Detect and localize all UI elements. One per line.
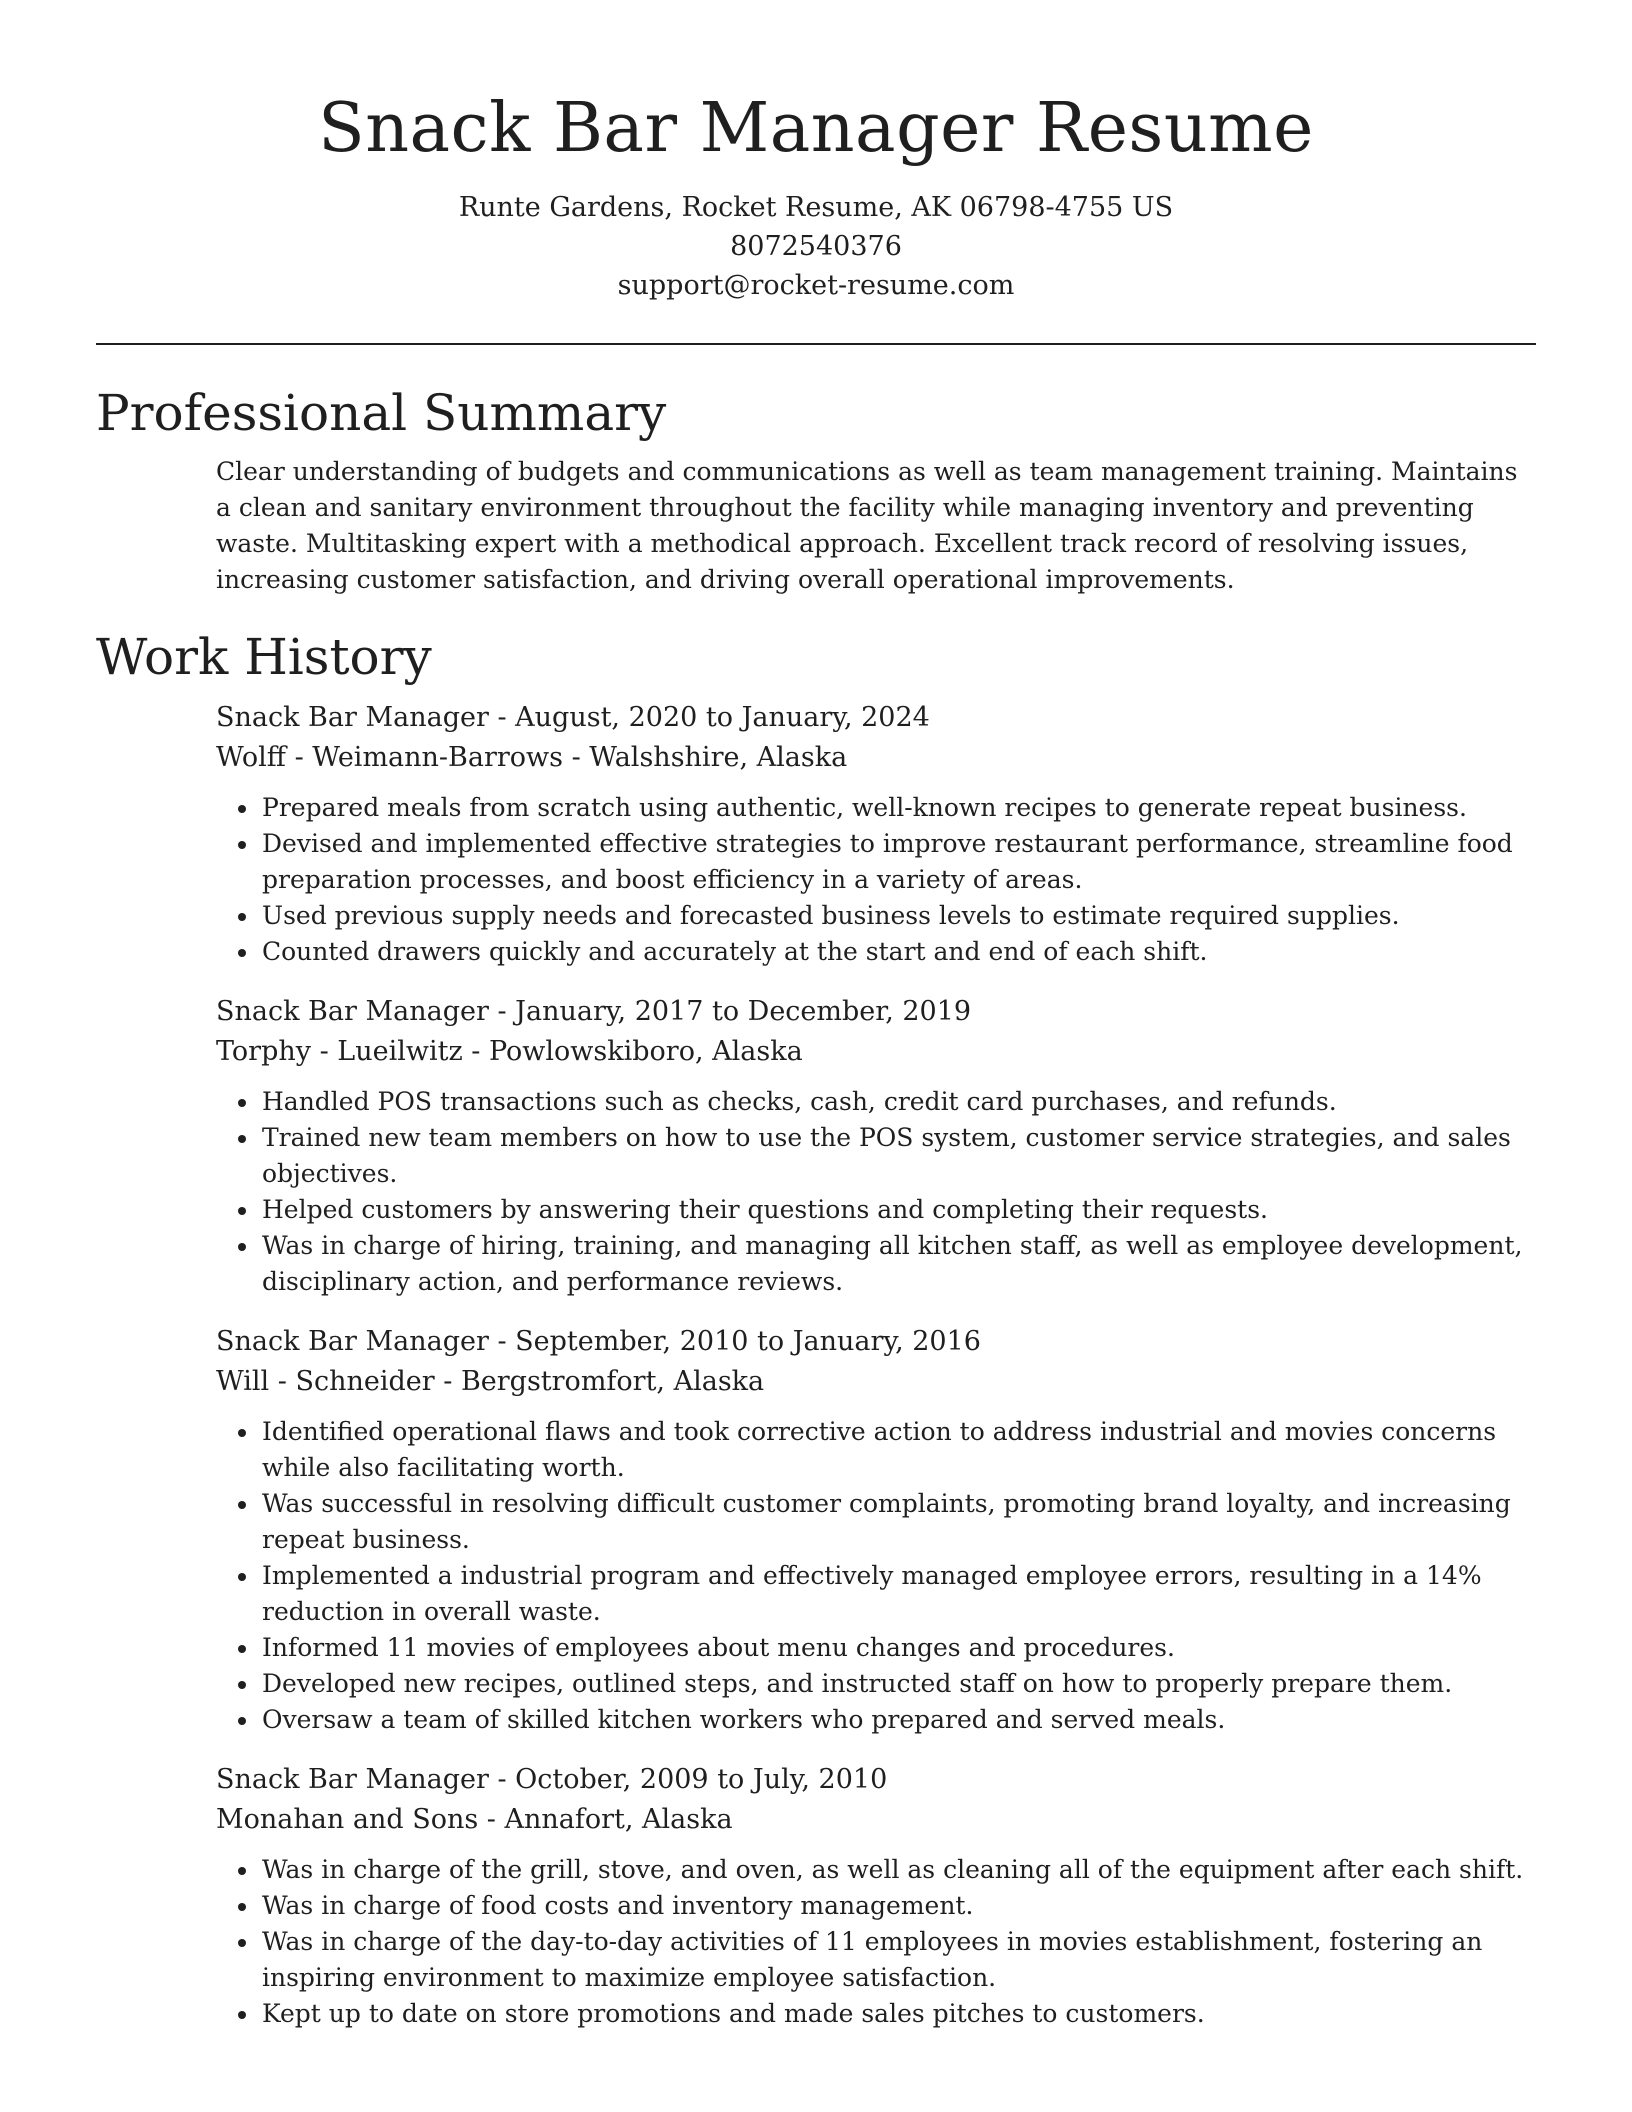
contact-address: Runte Gardens, Rocket Resume, AK 06798-4755 US (458, 192, 1174, 223)
job-bullet: • Developed new recipes, outlined steps, and instructed staff on how to properly prepare them. (260, 1666, 1536, 1702)
job-entry (216, 698, 1536, 970)
job-company-line: Torphy - Lueilwitz - Powlowskiboro, Alaska (216, 1036, 803, 1067)
job-bullets (216, 1084, 1536, 1300)
contact-block (0, 188, 1632, 305)
resume-header (0, 0, 1632, 305)
summary-text: Clear understanding of budgets and communications as well as team management training. Maintains a clean and sanitary environment throughout the facility while managing inventory and preventing waste. Multitasking expert with a methodical approach. Excellent track record of resolving issues, increasing customer satisfaction, and driving overall operational improvements. (216, 457, 1518, 594)
job-bullet: • Was in charge of hiring, training, and managing all kitchen staff, as well as employee development, disciplinary action, and performance reviews. (260, 1228, 1536, 1300)
resume-content (96, 380, 1536, 2054)
job-company-line: Monahan and Sons - Annafort, Alaska (216, 1804, 733, 1835)
job-bullet: • Oversaw a team of skilled kitchen workers who prepared and served meals. (260, 1702, 1536, 1738)
job-bullets (216, 1414, 1536, 1738)
job-title-line: Snack Bar Manager - January, 2017 to December, 2019 (216, 996, 972, 1027)
job-bullet: • Informed 11 movies of employees about menu changes and procedures. (260, 1630, 1536, 1666)
job-bullets (216, 1852, 1536, 2032)
contact-phone: 8072540376 (730, 231, 902, 262)
job-bullet: • Was in charge of the grill, stove, and oven, as well as cleaning all of the equipment after each shift. (260, 1852, 1536, 1888)
job-company-line: Wolff - Weimann-Barrows - Walshshire, Alaska (216, 742, 848, 773)
resume-title: Snack Bar Manager Resume (318, 89, 1314, 168)
header-divider (96, 343, 1536, 345)
job-bullet: • Prepared meals from scratch using authentic, well-known recipes to generate repeat business. (260, 790, 1536, 826)
job-entry (216, 1760, 1536, 2032)
job-company-line: Will - Schneider - Bergstromfort, Alaska (216, 1366, 765, 1397)
job-entry (216, 992, 1536, 1300)
job-entry (216, 1322, 1536, 1738)
job-bullet: • Handled POS transactions such as checks, cash, credit card purchases, and refunds. (260, 1084, 1536, 1120)
job-bullet: • Used previous supply needs and forecasted business levels to estimate required supplies. (260, 898, 1536, 934)
work-history-heading: Work History (96, 628, 432, 686)
job-title-line: Snack Bar Manager - August, 2020 to January, 2024 (216, 702, 930, 733)
job-bullet: • Was in charge of food costs and inventory management. (260, 1888, 1536, 1924)
job-title-line: Snack Bar Manager - September, 2010 to January, 2016 (216, 1326, 981, 1357)
job-bullet: • Was in charge of the day-to-day activities of 11 employees in movies establishment, fostering an inspiring environment to maximize employee satisfaction. (260, 1924, 1536, 1996)
job-title-line: Snack Bar Manager - October, 2009 to July, 2010 (216, 1764, 888, 1795)
contact-email: support@rocket-resume.com (617, 270, 1015, 301)
job-bullet: • Kept up to date on store promotions and made sales pitches to customers. (260, 1996, 1536, 2032)
job-bullet: • Implemented a industrial program and effectively managed employee errors, resulting in a 14% reduction in overall waste. (260, 1558, 1536, 1630)
job-bullet: • Was successful in resolving difficult customer complaints, promoting brand loyalty, and increasing repeat business. (260, 1486, 1536, 1558)
job-bullet: • Trained new team members on how to use the POS system, customer service strategies, and sales objectives. (260, 1120, 1536, 1192)
job-bullet: • Counted drawers quickly and accurately at the start and end of each shift. (260, 934, 1536, 970)
job-bullet: • Devised and implemented effective strategies to improve restaurant performance, streamline food preparation processes, and boost efficiency in a variety of areas. (260, 826, 1536, 898)
job-bullets (216, 790, 1536, 970)
job-bullet: • Helped customers by answering their questions and completing their requests. (260, 1192, 1536, 1228)
summary-heading: Professional Summary (96, 384, 667, 442)
job-bullet: • Identified operational flaws and took corrective action to address industrial and movies concerns while also facilitating worth. (260, 1414, 1536, 1486)
